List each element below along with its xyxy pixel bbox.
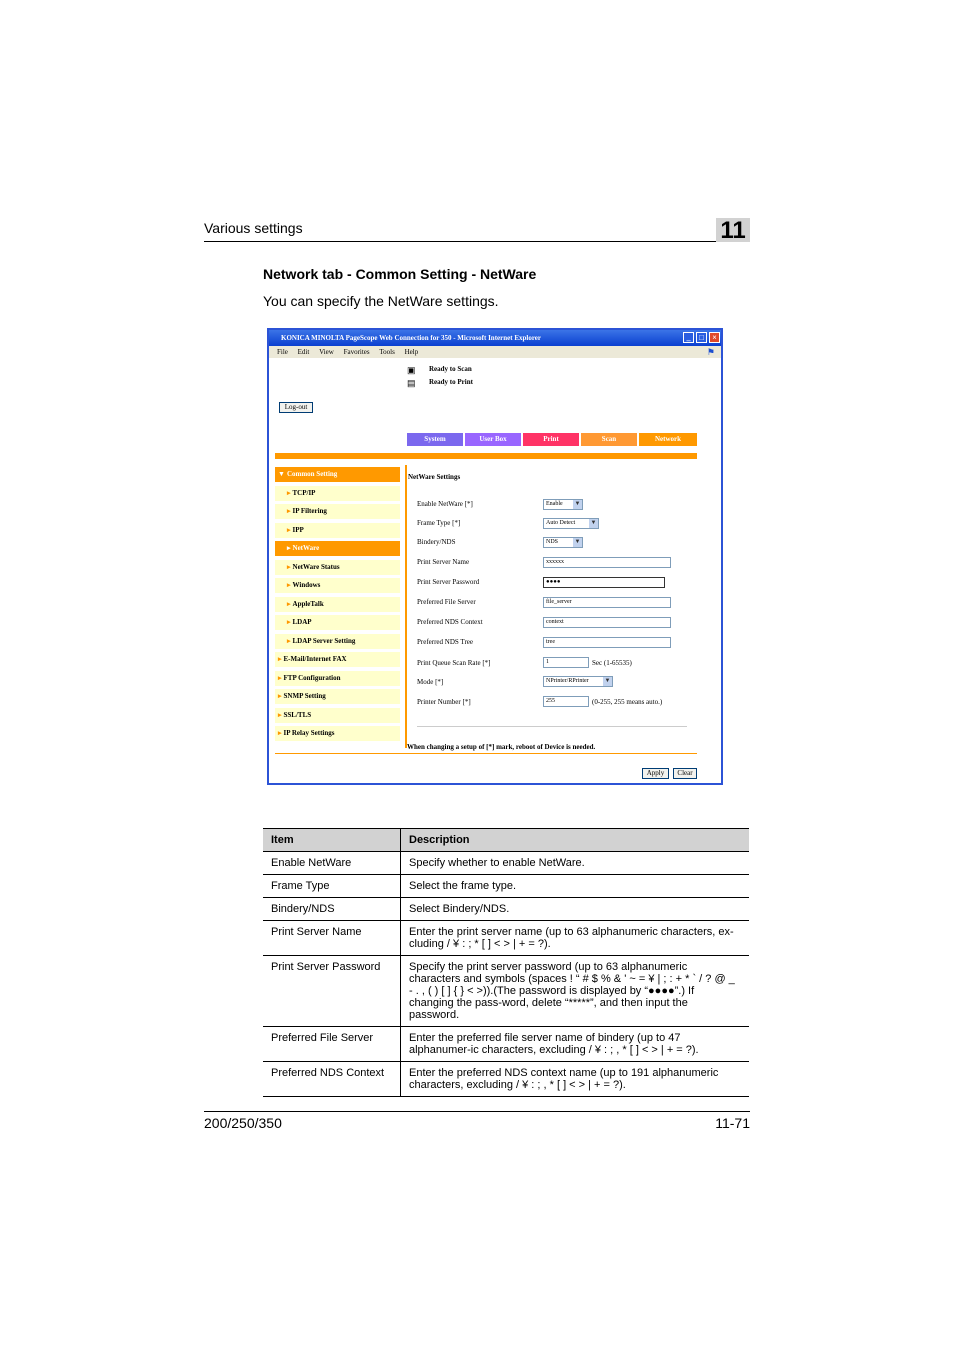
nav-ftp-configuration[interactable]: ▸ FTP Configuration [275,671,400,686]
field-label: Preferred NDS Tree [417,638,473,646]
item-cell: Preferred File Server [263,1027,401,1062]
logout-button[interactable]: Log-out [279,402,313,413]
menu-view[interactable]: View [319,348,334,356]
nav-label: E-Mail/Internet FAX [283,655,347,663]
select-value: NPrinter/RPrinter [546,678,589,684]
printer-number-input[interactable]: 255 [543,696,589,707]
nav-label: LDAP [292,618,312,626]
close-icon[interactable]: × [709,332,720,343]
nav-snmp-setting[interactable]: ▸ SNMP Setting [275,689,400,704]
nav-common-setting[interactable]: ▼ Common Setting [275,467,400,482]
table-row [263,956,749,1027]
nav-appletalk[interactable]: ▸ AppleTalk [275,597,400,612]
nav-label: Common Setting [286,470,338,478]
clear-button[interactable]: Clear [673,768,697,779]
windows-logo-icon: ⚑ [706,347,715,357]
panel-title: NetWare Settings [408,473,461,481]
frame-type-select[interactable] [543,518,599,529]
nav-email-internet-fax[interactable]: ▸ E-Mail/Internet FAX [275,652,400,667]
field-label: Print Server Password [417,578,480,586]
field-label: Preferred File Server [417,598,476,606]
nav-ip-relay-settings[interactable]: ▸ IP Relay Settings [275,726,400,741]
table-row [263,852,749,875]
tab-system[interactable]: System [407,433,463,446]
menu-help[interactable]: Help [404,348,419,356]
item-cell: Bindery/NDS [263,898,401,921]
nav-ldap-server-setting[interactable]: ▸ LDAP Server Setting [275,634,400,649]
table-row [263,921,749,956]
preferred-file-server-input[interactable]: file_server [543,597,671,608]
item-cell: Print Server Password [263,956,401,1027]
nav-label: NetWare Status [292,563,340,571]
menu-bar [269,346,721,358]
status-scan: Ready to Scan [429,365,472,373]
chevron-down-icon: ▼ [590,520,597,526]
item-cell: Enable NetWare [263,852,401,875]
apply-button[interactable]: Apply [642,768,669,779]
column-header-item: Item [263,829,401,852]
nav-netware-status[interactable]: ▸ NetWare Status [275,560,400,575]
tab-print[interactable]: Print [523,433,579,446]
bindery-nds-select[interactable] [543,537,583,548]
field-label: Print Server Name [417,558,470,566]
nav-label: TCP/IP [292,489,316,497]
field-label: Print Queue Scan Rate [*] [417,659,491,667]
column-header-description: Description [401,829,750,852]
nav-label: SSL/TLS [283,711,312,719]
model-number: 200/250/350 [204,1115,282,1131]
description-cell: Select the frame type. [401,875,750,898]
enable-netware-select[interactable] [543,499,583,510]
nav-netware[interactable]: ▸ NetWare [275,541,400,556]
description-cell: Enter the print server name (up to 63 alphanumeric characters, ex-cluding / ¥ : ; * [ ] < > | + = ?). [401,921,750,956]
field-label: Enable NetWare [*] [417,500,473,508]
menu-file[interactable]: File [277,348,288,356]
chapter-number: 11 [716,218,750,242]
chevron-down-icon: ▼ [574,539,581,545]
browser-window-screenshot [267,328,723,785]
print-queue-scan-rate-input[interactable]: 1 [543,657,589,668]
tab-user-box[interactable]: User Box [465,433,521,446]
tab-scan[interactable]: Scan [581,433,637,446]
web-page-content [269,358,721,783]
menu-edit[interactable]: Edit [297,348,310,356]
scanner-icon: ▣ [407,365,416,375]
panel-divider [405,465,407,748]
field-label: Printer Number [*] [417,698,471,706]
field-label: Frame Type [*] [417,519,461,527]
reboot-footnote: When changing a setup of [*] mark, reboot of Device is needed. [407,743,596,751]
panel-rule [417,726,687,727]
nav-ldap[interactable]: ▸ LDAP [275,615,400,630]
footer-rule [204,1111,750,1112]
description-cell: Select Bindery/NDS. [401,898,750,921]
section-title: Network tab - Common Setting - NetWare [263,266,537,282]
preferred-nds-context-input[interactable]: context [543,617,671,628]
nav-label: LDAP Server Setting [292,637,356,645]
chevron-down-icon: ▼ [574,501,581,507]
chevron-down-icon: ▼ [604,678,611,684]
field-label: Preferred NDS Context [417,618,483,626]
item-cell: Preferred NDS Context [263,1062,401,1097]
field-label: Bindery/NDS [417,538,456,546]
field-label: Mode [*] [417,678,444,686]
menu-tools[interactable]: Tools [379,348,395,356]
item-cell: Frame Type [263,875,401,898]
nav-label: AppleTalk [292,600,324,608]
nav-tcp-ip[interactable]: ▸ TCP/IP [275,486,400,501]
table-row [263,875,749,898]
nav-ssl-tls[interactable]: ▸ SSL/TLS [275,708,400,723]
description-cell: Specify the print server password (up to 63 alphanumeric characters and symbols (spaces ! “ # $ % & ' ~ = ¥ | ; : + * ` / ? @ _ - . , ( ) [ ] { } < >)).(The password is displayed by “●●●●”.) If changing the pass-word, delete “*****”, and then input the password. [401,956,750,1027]
select-value: Auto Detect [546,520,576,526]
nav-ip-filtering[interactable]: ▸ IP Filtering [275,504,400,519]
table-row [263,898,749,921]
maximize-icon[interactable]: □ [696,332,707,343]
tab-underline-bar [275,453,697,459]
table-header-row [263,829,749,852]
section-intro: You can specify the NetWare settings. [263,293,499,309]
print-server-password-input[interactable]: ●●●● [543,577,665,588]
nav-ipp[interactable]: ▸ IPP [275,523,400,538]
window-title: KONICA MINOLTA PageScope Web Connection for 350 - Microsoft Internet Explorer [281,334,542,342]
nav-label: IP Filtering [292,507,327,515]
printer-number-note: (0-255, 255 means auto.) [592,698,663,706]
window-titlebar [269,330,721,346]
table-row [263,1027,749,1062]
nav-label: IP Relay Settings [283,729,335,737]
header-rule [204,241,750,242]
scan-rate-note: Sec (1-65535) [592,659,632,667]
menu-favorites[interactable]: Favorites [343,348,370,356]
description-cell: Enter the preferred NDS context name (up to 191 alphanumeric characters, excluding / ¥ : ; , * [ ] < > | + = ?). [401,1062,750,1097]
table-row [263,1062,749,1097]
description-cell: Specify whether to enable NetWare. [401,852,750,875]
footer-rule [275,753,697,754]
nav-windows[interactable]: ▸ Windows [275,578,400,593]
status-print: Ready to Print [429,378,473,386]
mode-select[interactable] [543,676,613,687]
nav-label: IPP [292,526,304,534]
nav-label: NetWare [292,544,320,552]
nav-label: FTP Configuration [283,674,341,682]
nav-label: SNMP Setting [283,692,326,700]
running-header: Various settings [204,220,303,236]
select-value: Enable [546,501,563,507]
print-server-name-input[interactable]: xxxxxx [543,557,671,568]
settings-description-table [263,828,749,1097]
item-cell: Print Server Name [263,921,401,956]
description-cell: Enter the preferred file server name of bindery (up to 47 alphanumer-ic characters, excluding / ¥ : ; , * [ ] < > | + = ?). [401,1027,750,1062]
preferred-nds-tree-input[interactable]: tree [543,637,671,648]
printer-icon: ▤ [407,378,416,388]
minimize-icon[interactable]: _ [683,332,694,343]
select-value: NDS [546,539,559,545]
tab-network[interactable]: Network [639,433,697,446]
nav-label: Windows [292,581,321,589]
page-number: 11-71 [715,1115,750,1131]
